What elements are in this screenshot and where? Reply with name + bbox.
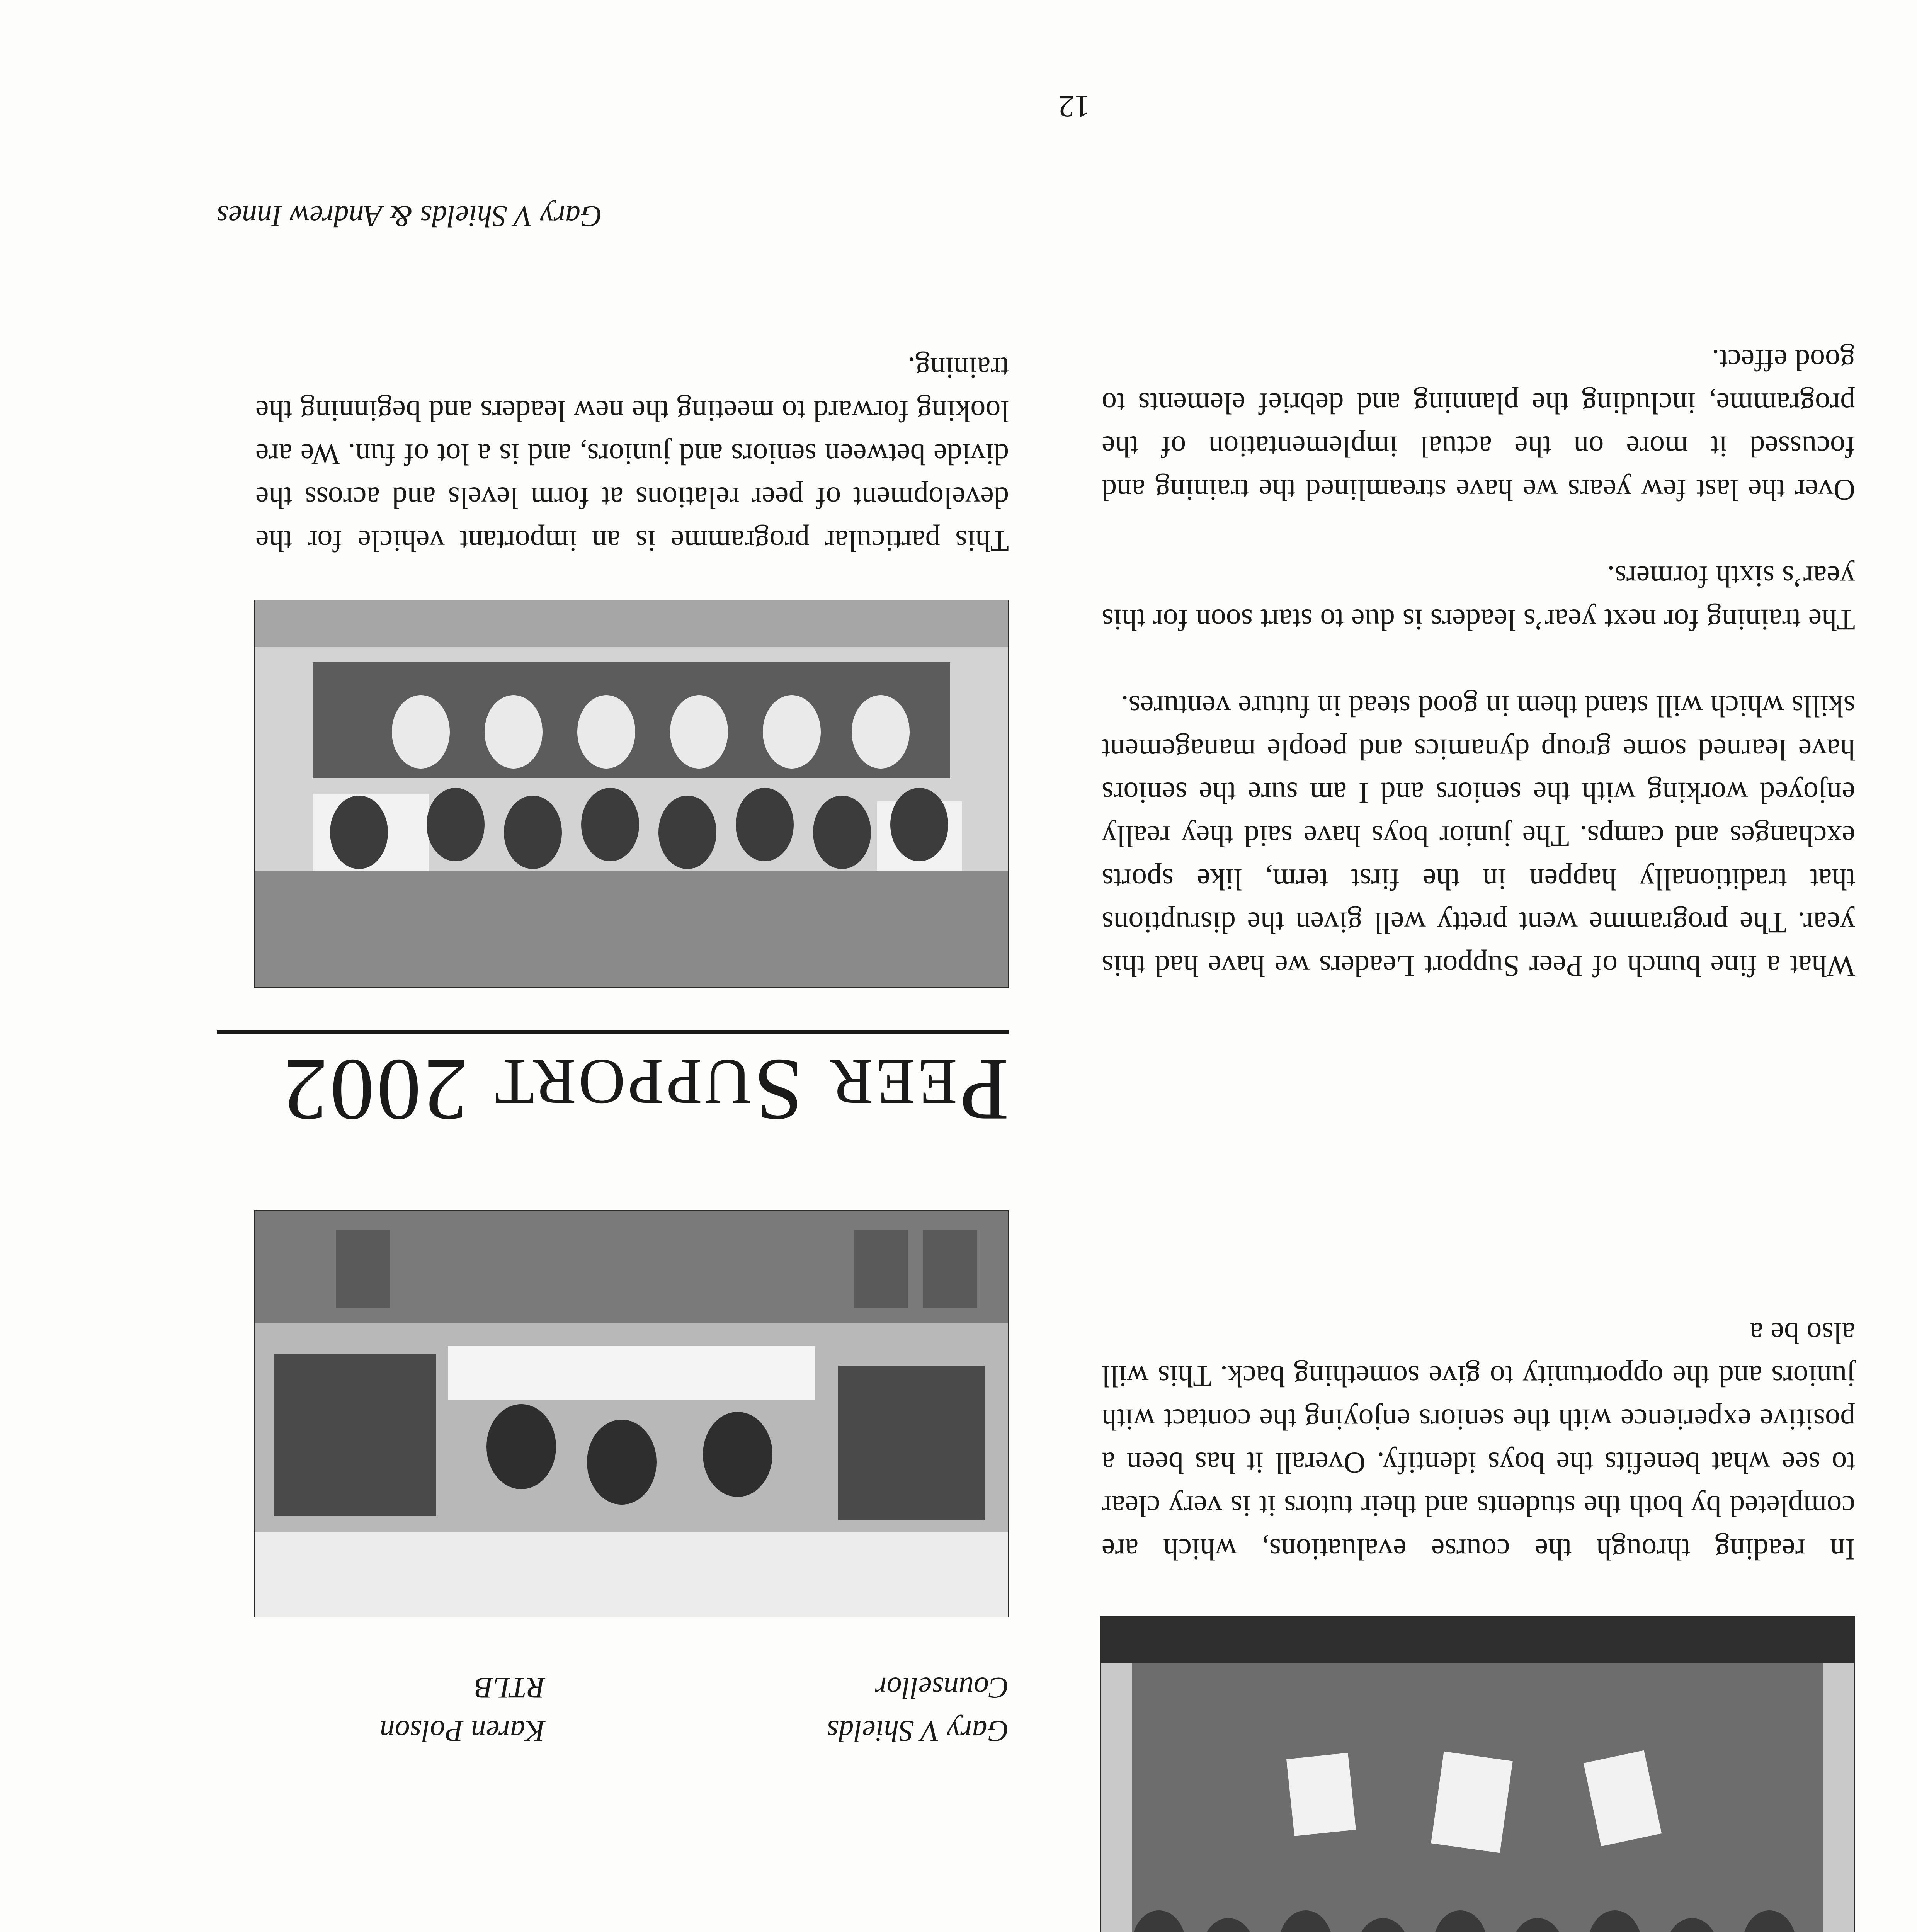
peer-support-rule [217,1030,1009,1034]
peer-support-left-p3: Over the last few years we have streamlined the training and focussed it more on the actual implementation of the programme, including the planning and debrief elements to good effect. [1102,344,1855,507]
signature-name: Karen Polson [379,1714,545,1748]
peer-tutoring-left-p2: In reading through the course evaluations, which are completed by both the students and their tutors it is very clear to see what benefits the boys identify. Overall it has been a positive experience with the seniors enjoying the contact with juniors and the opportunity to give something back. This will also be a [1102,1316,1855,1566]
signature-name: Gary V Shields [827,1714,1009,1748]
tutoring-group-photo-image [1101,1617,1854,1932]
peer-support-signature: Gary V Shields & Andrew Innes [217,200,602,233]
peer-support-group-photo [254,600,1009,988]
peer-tutoring-column-left-cont [1102,1311,1855,1571]
signature-role: Counsellor [875,1671,1009,1705]
signature-gary-shields-counsellor [661,1666,1009,1753]
peer-support-right-p1: This particular programme is an important vehicle for the development of peer relations at form levels and across the divide between seniors and juniors, and is a lot of fun. We are looking forward to meeting the new leaders and beginning the training. [255,351,1009,558]
peer-support-group-photo-image [255,600,1008,987]
page-number: 12 [1058,89,1090,124]
tutoring-classroom-photo [254,1210,1009,1617]
peer-support-left-p1: What a fine bunch of Peer Support Leaders we have had this year. The programme went pretty well given the disruptions that traditionally happen in the first term, like sports exchanges and camps. The junior boys have said they really enjoyed working with the seniors and I am sure the seniors have learned some group dynamics and people management skills which will stand them in good stead in future ventures. [1102,690,1855,983]
peer-support-column-right [255,346,1009,563]
tutoring-group-photo [1100,1616,1855,1932]
peer-support-column-left [1102,338,1855,988]
signature-role: RTLB [475,1671,545,1705]
peer-support-title: PEER SUPPORT 2002 [281,1041,1009,1139]
signature-karen-polson-rtlb [252,1666,545,1753]
peer-support-left-p2: The training for next year’s leaders is due to start soon for this year’s sixth formers. [1102,560,1855,637]
tutoring-classroom-photo-image [255,1211,1008,1617]
